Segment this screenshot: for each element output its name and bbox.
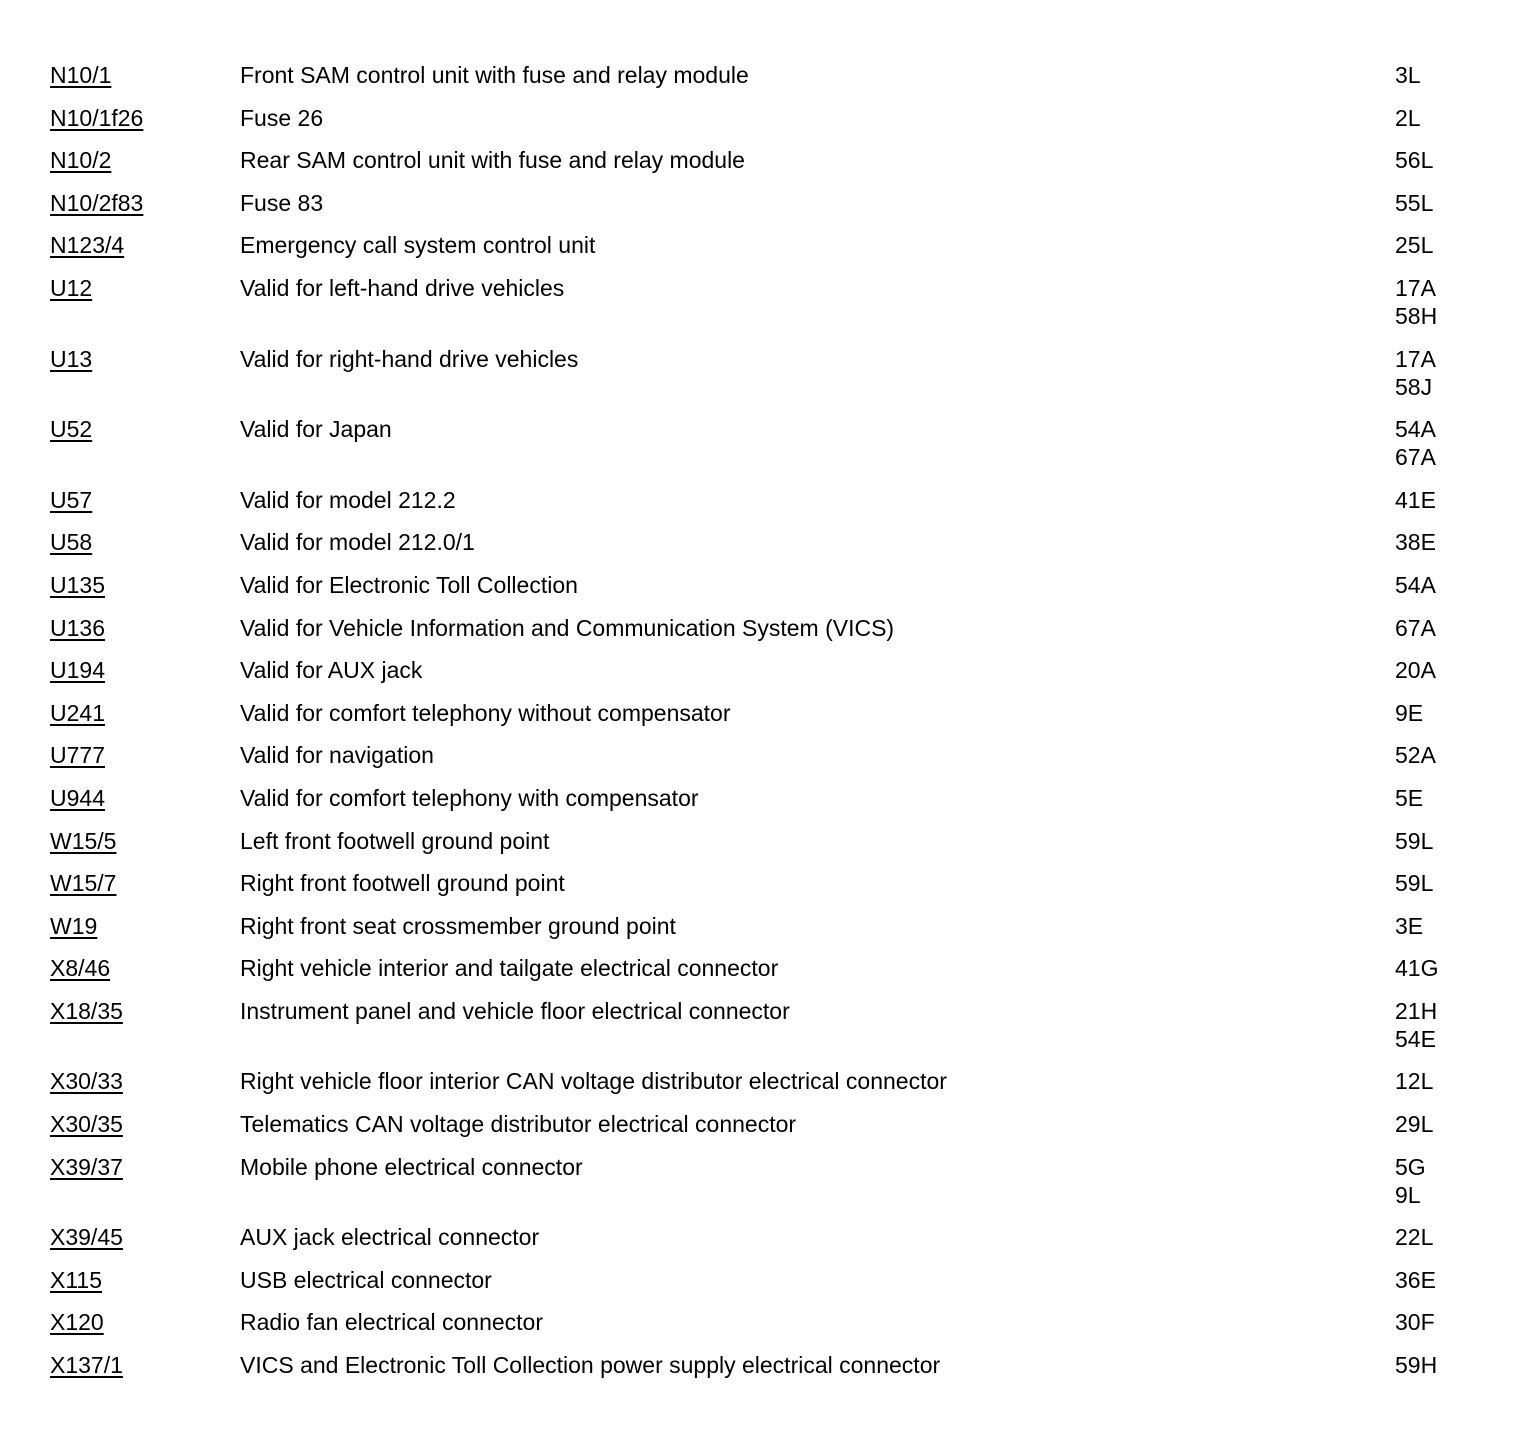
grid-reference: 58J	[1395, 373, 1433, 400]
component-description: Right vehicle interior and tailgate electrical connector	[240, 955, 779, 982]
component-description: Emergency call system control unit	[240, 232, 596, 259]
component-code-link[interactable]: W15/7	[50, 870, 117, 897]
component-description: Fuse 26	[240, 104, 324, 131]
component-description: Valid for comfort telephony without compensator	[240, 699, 731, 726]
grid-reference: 67A	[1395, 614, 1436, 641]
legend-row	[50, 568, 1490, 611]
grid-reference: 2L	[1395, 104, 1421, 131]
grid-reference: 21H	[1395, 997, 1438, 1024]
component-code-link[interactable]: X39/45	[50, 1224, 123, 1251]
component-code-link[interactable]: U12	[50, 274, 93, 301]
grid-reference: 3E	[1395, 912, 1424, 939]
component-code-link[interactable]: N10/2f83	[50, 189, 144, 216]
grid-reference: 25L	[1395, 232, 1434, 259]
legend-row	[50, 611, 1490, 654]
component-code-cell	[50, 415, 240, 443]
legend-row	[50, 1348, 1490, 1391]
grid-reference-list	[1395, 146, 1490, 174]
component-code-link[interactable]: U57	[50, 486, 93, 513]
component-code-link[interactable]: U52	[50, 416, 93, 443]
grid-reference: 41E	[1395, 486, 1436, 513]
grid-reference-list	[1395, 699, 1490, 727]
grid-reference-list	[1395, 1223, 1490, 1251]
grid-reference-list	[1395, 954, 1490, 982]
grid-reference-list	[1395, 274, 1490, 330]
grid-reference: 9L	[1395, 1181, 1421, 1208]
grid-reference: 20A	[1395, 657, 1436, 684]
component-code-link[interactable]: X30/35	[50, 1111, 123, 1138]
component-code-cell	[50, 104, 240, 132]
component-code-link[interactable]: U58	[50, 529, 93, 556]
grid-reference-list	[1395, 486, 1490, 514]
component-code-link[interactable]: W15/5	[50, 827, 117, 854]
grid-reference: 52A	[1395, 742, 1436, 769]
grid-reference: 59H	[1395, 1352, 1438, 1379]
component-code-cell	[50, 1351, 240, 1379]
component-code-cell	[50, 146, 240, 174]
legend-row	[50, 781, 1490, 824]
component-code-cell	[50, 954, 240, 982]
grid-reference-list	[1395, 614, 1490, 642]
grid-reference: 41G	[1395, 955, 1439, 982]
grid-reference: 17A	[1395, 345, 1436, 372]
component-description: Right front seat crossmember ground point	[240, 912, 676, 939]
legend-row	[50, 143, 1490, 186]
legend-row	[50, 824, 1490, 867]
component-code-link[interactable]: U194	[50, 657, 105, 684]
legend-row	[50, 228, 1490, 271]
legend-row	[50, 101, 1490, 144]
grid-reference-list	[1395, 61, 1490, 89]
grid-reference-list	[1395, 528, 1490, 556]
grid-reference: 54E	[1395, 1025, 1436, 1052]
component-description: Radio fan electrical connector	[240, 1309, 543, 1336]
grid-reference: 58H	[1395, 302, 1438, 329]
component-description: Instrument panel and vehicle floor electrical connector	[240, 997, 790, 1024]
component-code-cell	[50, 869, 240, 897]
legend-row	[50, 1064, 1490, 1107]
grid-reference: 54A	[1395, 571, 1436, 598]
grid-reference: 56L	[1395, 147, 1434, 174]
component-code-cell	[50, 61, 240, 89]
component-description: Fuse 83	[240, 189, 324, 216]
component-description: Valid for AUX jack	[240, 657, 423, 684]
component-code-cell	[50, 912, 240, 940]
grid-reference-list	[1395, 1351, 1490, 1379]
component-code-link[interactable]: X39/37	[50, 1153, 123, 1180]
component-description: Right front footwell ground point	[240, 870, 565, 897]
grid-reference: 5G	[1395, 1153, 1426, 1180]
grid-reference-list	[1395, 415, 1490, 471]
component-code-cell	[50, 528, 240, 556]
component-legend	[50, 58, 1490, 1391]
component-code-link[interactable]: U944	[50, 784, 105, 811]
component-description: Valid for comfort telephony with compensator	[240, 784, 699, 811]
grid-reference-list	[1395, 741, 1490, 769]
component-code-cell	[50, 699, 240, 727]
component-description: Valid for navigation	[240, 742, 434, 769]
grid-reference: 67A	[1395, 444, 1436, 471]
component-code-cell	[50, 614, 240, 642]
component-code-link[interactable]: X120	[50, 1309, 104, 1336]
component-description: Front SAM control unit with fuse and relay module	[240, 62, 749, 88]
grid-reference: 54A	[1395, 416, 1436, 443]
legend-row	[50, 525, 1490, 568]
legend-row	[50, 909, 1490, 952]
component-code-cell	[50, 1067, 240, 1095]
component-description: Valid for Japan	[240, 416, 392, 443]
grid-reference: 9E	[1395, 699, 1424, 726]
legend-row	[50, 483, 1490, 526]
legend-row	[50, 271, 1490, 342]
component-code-cell	[50, 231, 240, 259]
component-description: Valid for left-hand drive vehicles	[240, 274, 565, 301]
component-description: USB electrical connector	[240, 1266, 492, 1293]
grid-reference: 55L	[1395, 189, 1434, 216]
legend-row	[50, 412, 1490, 483]
component-code-link[interactable]: N123/4	[50, 232, 125, 259]
component-description: Left front footwell ground point	[240, 827, 550, 854]
legend-row	[50, 342, 1490, 413]
component-code-link[interactable]: X8/46	[50, 955, 111, 982]
grid-reference-list	[1395, 1308, 1490, 1336]
component-code-cell	[50, 827, 240, 855]
component-code-link[interactable]: N10/1f26	[50, 104, 144, 131]
component-code-cell	[50, 656, 240, 684]
grid-reference-list	[1395, 1067, 1490, 1095]
component-description: Valid for Vehicle Information and Communication System (VICS)	[240, 614, 895, 641]
component-code-cell	[50, 1153, 240, 1181]
legend-row	[50, 696, 1490, 739]
component-code-cell	[50, 784, 240, 812]
component-code-link[interactable]: X115	[50, 1266, 103, 1293]
component-code-cell	[50, 189, 240, 217]
legend-row	[50, 866, 1490, 909]
component-description: Valid for Electronic Toll Collection	[240, 571, 578, 598]
component-description: Valid for right-hand drive vehicles	[240, 345, 579, 372]
grid-reference: 22L	[1395, 1224, 1434, 1251]
component-description: Rear SAM control unit with fuse and relay module	[240, 147, 745, 174]
grid-reference-list	[1395, 345, 1490, 401]
legend-row	[50, 1305, 1490, 1348]
grid-reference-list	[1395, 189, 1490, 217]
component-code-cell	[50, 571, 240, 599]
component-code-link[interactable]: U13	[50, 345, 93, 372]
grid-reference: 38E	[1395, 529, 1436, 556]
grid-reference-list	[1395, 104, 1490, 132]
legend-row	[50, 1220, 1490, 1263]
grid-reference: 59L	[1395, 870, 1434, 897]
component-code-link[interactable]: U777	[50, 742, 105, 769]
grid-reference-list	[1395, 912, 1490, 940]
legend-row	[50, 186, 1490, 229]
grid-reference-list	[1395, 1153, 1490, 1209]
grid-reference: 36E	[1395, 1266, 1436, 1293]
grid-reference-list	[1395, 1266, 1490, 1294]
legend-row	[50, 58, 1490, 101]
grid-reference-list	[1395, 997, 1490, 1053]
grid-reference-list	[1395, 869, 1490, 897]
component-code-cell	[50, 1223, 240, 1251]
grid-reference: 12L	[1395, 1068, 1434, 1095]
grid-reference: 5E	[1395, 784, 1424, 811]
component-description: Right vehicle floor interior CAN voltage distributor electrical connector	[240, 1068, 947, 1095]
legend-row	[50, 1263, 1490, 1306]
component-code-link[interactable]: U135	[50, 571, 105, 598]
component-description: AUX jack electrical connector	[240, 1224, 540, 1251]
component-code-cell	[50, 486, 240, 514]
component-code-cell	[50, 1308, 240, 1336]
component-code-cell	[50, 1110, 240, 1138]
component-code-link[interactable]: N10/2	[50, 147, 112, 174]
grid-reference: 30F	[1395, 1309, 1435, 1336]
legend-row	[50, 951, 1490, 994]
component-code-link[interactable]: W19	[50, 912, 98, 939]
component-description: Valid for model 212.0/1	[240, 529, 475, 556]
grid-reference: 59L	[1395, 827, 1434, 854]
component-code-cell	[50, 274, 240, 302]
grid-reference-list	[1395, 231, 1490, 259]
component-description: VICS and Electronic Toll Collection power supply electrical connector	[240, 1352, 941, 1379]
grid-reference: 3L	[1395, 62, 1421, 88]
component-code-cell	[50, 997, 240, 1025]
component-code-link[interactable]: U136	[50, 614, 105, 641]
grid-reference-list	[1395, 827, 1490, 855]
grid-reference: 17A	[1395, 274, 1436, 301]
grid-reference: 29L	[1395, 1111, 1434, 1138]
component-description: Valid for model 212.2	[240, 486, 456, 513]
component-code-link[interactable]: N10/1	[50, 62, 112, 88]
legend-row	[50, 1150, 1490, 1221]
component-code-cell	[50, 1266, 240, 1294]
grid-reference-list	[1395, 1110, 1490, 1138]
component-code-link[interactable]: X137/1	[50, 1352, 123, 1379]
grid-reference-list	[1395, 571, 1490, 599]
legend-row	[50, 653, 1490, 696]
component-code-link[interactable]: X30/33	[50, 1068, 123, 1095]
grid-reference-list	[1395, 656, 1490, 684]
legend-row	[50, 994, 1490, 1065]
component-description: Mobile phone electrical connector	[240, 1153, 583, 1180]
component-code-link[interactable]: U241	[50, 699, 105, 726]
legend-row	[50, 738, 1490, 781]
component-description: Telematics CAN voltage distributor electrical connector	[240, 1111, 797, 1138]
grid-reference-list	[1395, 784, 1490, 812]
legend-row	[50, 1107, 1490, 1150]
component-code-link[interactable]: X18/35	[50, 997, 123, 1024]
component-code-cell	[50, 741, 240, 769]
component-code-cell	[50, 345, 240, 373]
